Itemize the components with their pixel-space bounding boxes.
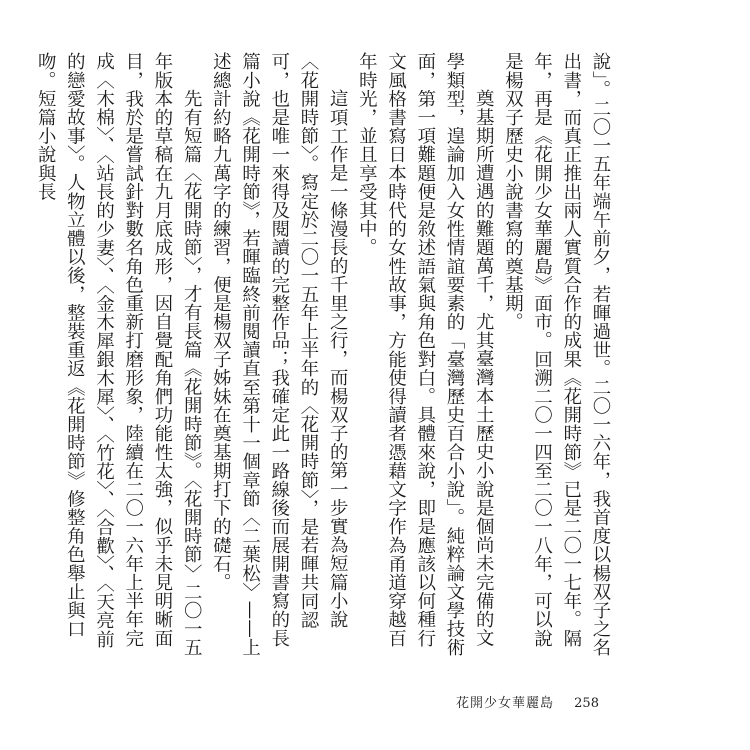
vertical-text-body xyxy=(31,52,615,664)
paragraph-4: 先有短篇〈花開時節〉，才有長篇《花開時節》。〈花開時節〉二〇一五年版本的草稿在九月底成形，因自覺配角們功能性太強，似乎未見明晰面目，我於是嘗試針對數名角色重新打磨形象，陸續在二〇一六年上半年完成〈木棉〉、〈站長的少妻〉、〈金木犀銀木犀〉、〈竹花〉、〈合歡〉、〈天亮前的戀愛故事〉。人物立體以後，整裝重返《花開時節》修整角色舉止與口吻。短篇小說與長 xyxy=(35,52,203,657)
page-footer xyxy=(456,692,599,711)
paragraph-3: 這項工作是一條漫長的千里之行，而楊双子的第一步實為短篇小說〈花開時節〉。寫定於二〇一五年上半年的〈花開時節〉，是若暉共同認可，也是唯一來得及閱讀的完整作品；我確定此一路線後而展開書寫的長篇小說《花開時節》，若暉臨終前閱讀直至第十一個章節〈二葉松〉——上述總計約略九萬字的練習，便是楊双子姊妹在奠基期打下的礎石。 xyxy=(210,52,349,657)
running-book-title: 花開少女華麗島 xyxy=(456,696,555,711)
paragraph-2: 奠基期所遭遇的難題萬千，尤其臺灣本土歷史小說是個尚未完備的文學類型，遑論加入女性情誼要素的「臺灣歷史百合小說」。純粹論文學技術面，第一項難題便是敘述語氣與角色對白。具體來說，即是應該以何種行文風格書寫日本時代的女性故事，方能使得讀者憑藉文字作為甬道穿越百年時光，並且享受其中。 xyxy=(356,52,495,657)
paragraph-1: 說」。二〇一五年端午前夕，若暉過世。二〇一六年，我首度以楊双子之名出書，而真正推出兩人實質合作的成果《花開時節》已是二〇一七年。隔年，再是《花開少女華麗島》面市。回溯二〇一四至二〇一八年，可以說是楊双子歷史小說書寫的奠基期。 xyxy=(502,52,611,657)
page-number: 258 xyxy=(574,696,599,711)
